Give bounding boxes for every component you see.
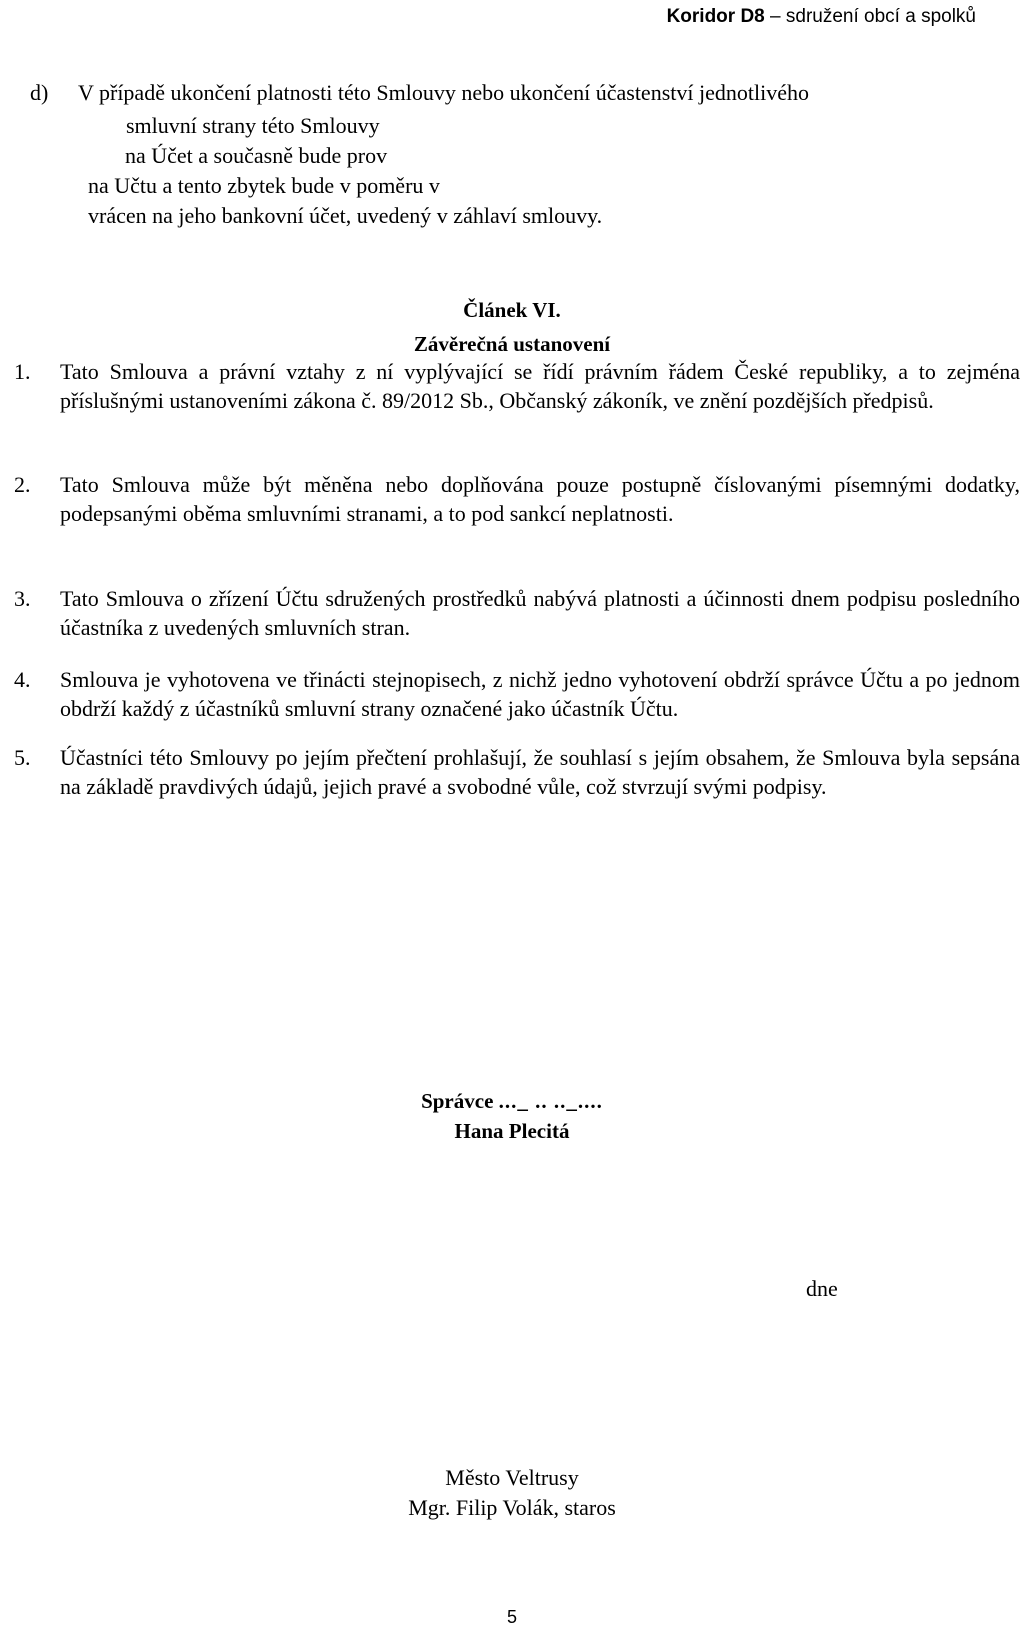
provision-item	[14, 665, 1020, 723]
provision-text: Tato Smlouva a právní vztahy z ní vyplývající se řídí právním řádem České republiky, a to zejména příslušnými ustanoveními zákona č. 89/2012 Sb., Občanský zákoník, ve znění pozdějších předpisů.	[60, 359, 1020, 413]
provision-number: 2.	[14, 472, 31, 497]
provision-text: Smlouva je vyhotovena ve třinácti stejnopisech, z nichž jedno vyhotovení obdrží správce Účtu a po jednom obdrží každý z účastníků smluvní strany označené jako účastník Účtu.	[60, 667, 1020, 721]
clause-d-line: smluvní strany této Smlouvy	[126, 113, 380, 138]
admin-signature-name: Hana Plecitá	[454, 1119, 570, 1143]
document-header	[667, 6, 976, 28]
redacted-text: ..._ .. .._....	[498, 1089, 603, 1113]
clause-d-line: V případě ukončení platnosti této Smlouvy nebo ukončení účastenství jednotlivého	[78, 80, 809, 105]
admin-signature-role	[0, 1087, 1024, 1116]
provision-number: 4.	[14, 667, 31, 692]
clause-d-label: d)	[30, 80, 49, 105]
provision-text: Účastníci této Smlouvy po jejím přečtení prohlašují, že souhlasí s jejím obsahem, že Smlouva byla sepsána na základě pravdivých údajů, jejich pravé a svobodné vůle, což stvrzují svými podpisy.	[60, 745, 1020, 799]
clause-d-line: na Učtu a tento zbytek bude v poměru v	[88, 173, 440, 198]
date-label: dne	[806, 1276, 838, 1301]
provision-item	[14, 584, 1020, 642]
clause-d-line: vrácen na jeho bankovní účet, uvedený v záhlaví smlouvy.	[88, 203, 603, 228]
provision-item	[14, 357, 1020, 415]
header-organization: Koridor D8	[666, 6, 765, 27]
provision-item	[14, 470, 1020, 528]
clause-d-line: na Účet a současně bude prov	[125, 143, 388, 168]
article-title: Závěrečná ustanovení	[413, 332, 611, 356]
article-number: Článek VI.	[463, 298, 561, 322]
provision-text: Tato Smlouva může být měněna nebo doplňována pouze postupně číslovanými písemnými dodatky, podepsanými oběma smluvními stranami, a to pod sankcí neplatnosti.	[60, 472, 1020, 526]
provision-item	[14, 743, 1020, 801]
header-subtitle: – sdružení obcí a spolků	[764, 6, 976, 27]
town-signature-entity: Město Veltrusy	[445, 1465, 579, 1490]
page-number: 5	[506, 1607, 517, 1627]
provision-number: 5.	[14, 745, 31, 770]
provision-number: 1.	[14, 359, 31, 384]
provision-number: 3.	[14, 586, 31, 611]
town-signature-name: Mgr. Filip Volák, staros	[408, 1495, 616, 1520]
provision-text: Tato Smlouva o zřízení Účtu sdružených prostředků nabývá platnosti a účinnosti dnem podpisu posledního účastníka z uvedených smluvních stran.	[60, 586, 1020, 640]
admin-role-label: Správce	[421, 1089, 494, 1113]
